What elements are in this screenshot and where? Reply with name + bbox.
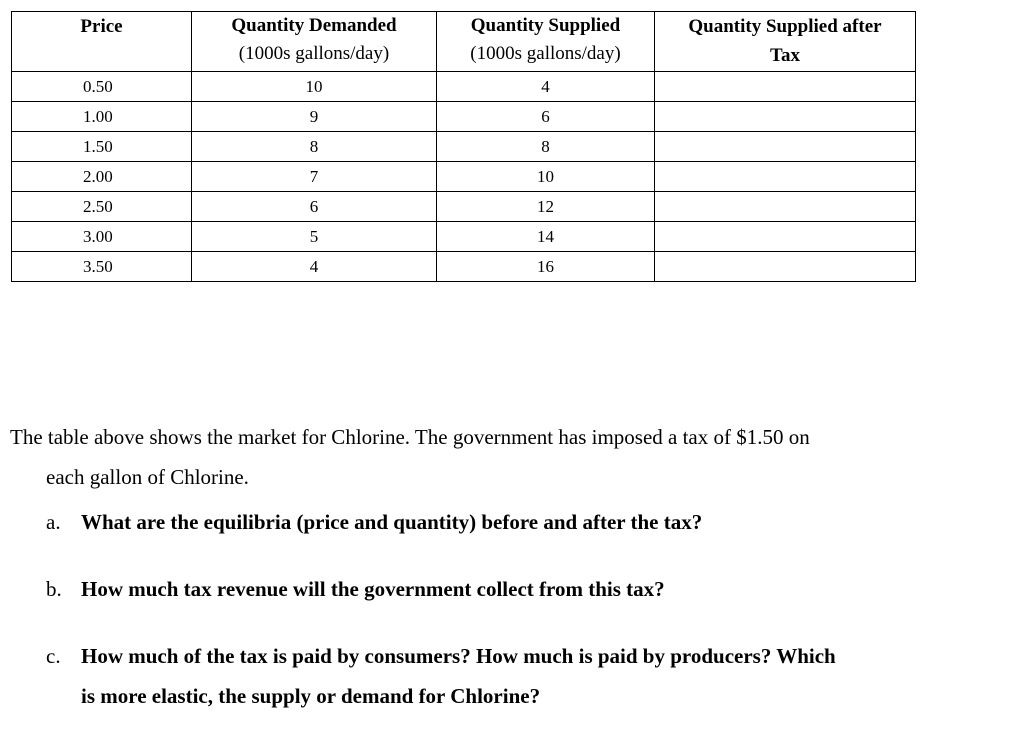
table-row [12,192,916,222]
question-c-marker: c. [46,644,61,668]
cell-quantity-after-tax [655,162,916,192]
question-a-marker: a. [46,510,61,534]
market-table [11,11,916,282]
question-c-text-line-1: How much of the tax is paid by consumers? How much is paid by producers? Which [81,644,836,668]
cell-quantity-supplied: 14 [437,222,655,252]
cell-quantity-demanded: 5 [192,222,437,252]
cell-quantity-supplied: 4 [437,72,655,102]
cell-price: 3.00 [12,222,192,252]
cell-quantity-after-tax [655,252,916,282]
question-a-text: What are the equilibria (price and quantity) before and after the tax? [81,510,703,534]
header-quantity-demanded [192,12,437,72]
cell-quantity-demanded: 8 [192,132,437,162]
table-row [12,222,916,252]
header-quantity-supplied [437,12,655,72]
intro-line-2: each gallon of Chlorine. [46,465,249,489]
question-b-marker: b. [46,577,62,601]
cell-price: 2.00 [12,162,192,192]
header-price [12,12,192,72]
header-quantity-supplied-after-tax [655,12,916,72]
cell-price: 1.00 [12,102,192,132]
cell-quantity-supplied: 16 [437,252,655,282]
cell-quantity-after-tax [655,222,916,252]
cell-quantity-after-tax [655,102,916,132]
cell-quantity-demanded: 6 [192,192,437,222]
cell-price: 3.50 [12,252,192,282]
cell-quantity-supplied: 6 [437,102,655,132]
header-after-tax-subtitle: Tax [770,45,800,66]
header-price-title: Price [80,16,123,37]
question-b [46,577,665,602]
header-quantity-supplied-unit: (1000s gallons/day) [470,43,621,64]
cell-quantity-demanded: 4 [192,252,437,282]
table-row [12,102,916,132]
cell-price: 0.50 [12,72,192,102]
question-c-continuation: is more elastic, the supply or demand for Chlorine? [81,684,541,708]
cell-quantity-supplied: 12 [437,192,655,222]
table-row [12,162,916,192]
table-row [12,72,916,102]
cell-quantity-after-tax [655,132,916,162]
header-after-tax-title: Quantity Supplied after [688,16,882,37]
table-header-row [12,12,916,72]
intro-line-1: The table above shows the market for Chlorine. The government has imposed a tax of $1.50 on [10,425,810,449]
question-c [46,644,836,669]
cell-quantity-after-tax [655,72,916,102]
cell-quantity-demanded: 7 [192,162,437,192]
cell-quantity-supplied: 10 [437,162,655,192]
header-quantity-supplied-title: Quantity Supplied [470,15,621,36]
header-quantity-demanded-unit: (1000s gallons/day) [238,43,390,64]
cell-quantity-demanded: 10 [192,72,437,102]
question-a [46,510,702,535]
cell-price: 1.50 [12,132,192,162]
cell-quantity-supplied: 8 [437,132,655,162]
table-row [12,132,916,162]
cell-quantity-after-tax [655,192,916,222]
question-b-text: How much tax revenue will the government collect from this tax? [81,577,665,601]
cell-quantity-demanded: 9 [192,102,437,132]
header-quantity-demanded-title: Quantity Demanded [231,15,397,36]
cell-price: 2.50 [12,192,192,222]
table-row [12,252,916,282]
